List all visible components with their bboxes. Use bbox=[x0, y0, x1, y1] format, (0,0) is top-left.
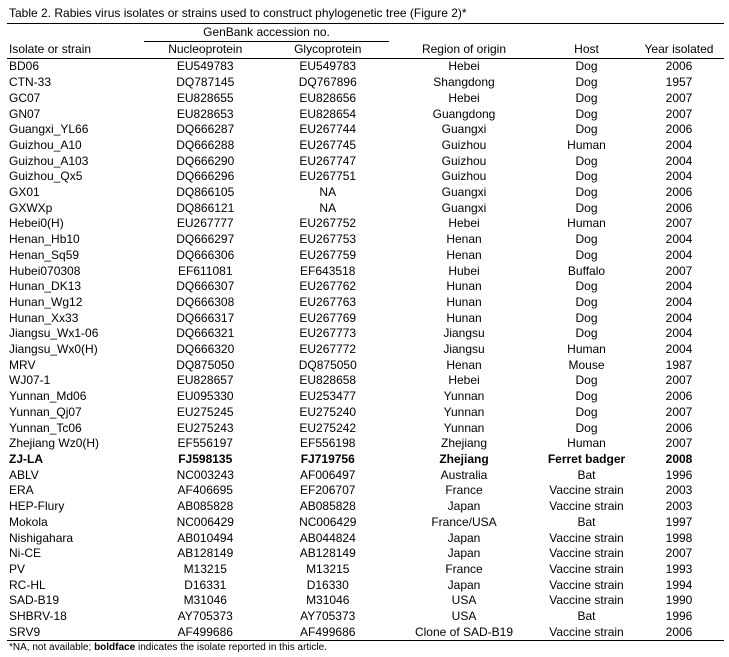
cell-host: Dog bbox=[575, 153, 598, 168]
footnote-bold-word: boldface bbox=[94, 642, 136, 654]
table-row bbox=[7, 483, 724, 499]
cell-nucleoprotein: DQ666296 bbox=[176, 169, 235, 184]
cell-year: 2006 bbox=[665, 624, 693, 639]
cell-region: Jiangsu bbox=[443, 342, 485, 357]
cell-region: Zhejiang bbox=[440, 436, 488, 451]
cell-nucleoprotein: DQ875050 bbox=[176, 357, 235, 372]
cell-region: Hunan bbox=[446, 310, 482, 325]
cell-year: 1957 bbox=[665, 75, 693, 90]
cell-isolate: MRV bbox=[9, 357, 36, 372]
cell-host: Mouse bbox=[568, 357, 605, 372]
cell-host: Dog bbox=[575, 279, 598, 294]
group-header-row bbox=[7, 24, 724, 42]
cell-host: Bat bbox=[577, 514, 596, 529]
cell-year: 1987 bbox=[665, 357, 693, 372]
cell-region: Guizhou bbox=[441, 169, 487, 184]
cell-region: Japan bbox=[447, 530, 481, 545]
table-row bbox=[7, 562, 724, 578]
table-row bbox=[7, 531, 724, 547]
cell-isolate: Guizhou_Qx5 bbox=[9, 169, 83, 184]
cell-year: 2004 bbox=[665, 232, 693, 247]
cell-glycoprotein: EU267753 bbox=[299, 232, 357, 247]
footnote-text-end: indicates the isolate reported in this article. bbox=[135, 642, 327, 654]
column-header-glycoprotein: Glycoprotein bbox=[294, 41, 362, 56]
cell-host: Dog bbox=[575, 90, 598, 105]
table-row bbox=[7, 593, 724, 609]
genbank-group-label: GenBank accession no. bbox=[144, 25, 389, 42]
cell-nucleoprotein: AB010494 bbox=[177, 530, 234, 545]
cell-nucleoprotein: EF556197 bbox=[177, 436, 233, 451]
table-footnote bbox=[7, 641, 724, 654]
cell-year: 2004 bbox=[665, 279, 693, 294]
cell-isolate: Jiangsu_Wx0(H) bbox=[9, 342, 98, 357]
cell-nucleoprotein: DQ666290 bbox=[176, 153, 235, 168]
cell-region: Guangdong bbox=[432, 106, 496, 121]
table-row bbox=[7, 389, 724, 405]
cell-nucleoprotein: M13215 bbox=[183, 561, 227, 576]
cell-isolate: Henan_Hb10 bbox=[9, 232, 80, 247]
cell-isolate: HEP-Flury bbox=[9, 499, 65, 514]
cell-isolate: Nishigahara bbox=[9, 530, 74, 545]
cell-isolate: SAD-B19 bbox=[9, 593, 60, 608]
cell-nucleoprotein: DQ666297 bbox=[176, 232, 235, 247]
cell-glycoprotein: EU267773 bbox=[299, 326, 357, 341]
cell-region: Japan bbox=[447, 546, 481, 561]
cell-glycoprotein: AB128149 bbox=[299, 546, 356, 561]
cell-host: Bat bbox=[577, 467, 596, 482]
table-row bbox=[7, 421, 724, 437]
cell-region: Japan bbox=[447, 499, 481, 514]
table-row bbox=[7, 232, 724, 248]
cell-nucleoprotein: M31046 bbox=[183, 593, 227, 608]
cell-glycoprotein: DQ875050 bbox=[298, 357, 357, 372]
table-row bbox=[7, 405, 724, 421]
cell-host: Vaccine strain bbox=[549, 546, 624, 561]
cell-glycoprotein: EU267747 bbox=[299, 153, 357, 168]
cell-region: USA bbox=[451, 609, 477, 624]
cell-region: USA bbox=[451, 593, 477, 608]
cell-nucleoprotein: NC006429 bbox=[176, 514, 234, 529]
cell-host: Dog bbox=[575, 169, 598, 184]
cell-glycoprotein: EU267759 bbox=[299, 247, 357, 262]
cell-host: Vaccine strain bbox=[549, 530, 624, 545]
cell-year: 2006 bbox=[665, 185, 693, 200]
cell-region: Hebei bbox=[448, 373, 480, 388]
cell-region: Hebei bbox=[448, 59, 480, 74]
cell-glycoprotein: M13215 bbox=[306, 561, 350, 576]
cell-year: 1990 bbox=[665, 593, 693, 608]
cell-year: 2008 bbox=[665, 451, 693, 466]
footnote-text-start: *NA, not available; bbox=[9, 642, 95, 654]
table-row bbox=[7, 342, 724, 358]
cell-region: Hubei bbox=[448, 263, 480, 278]
cell-isolate: Guizhou_A10 bbox=[9, 137, 82, 152]
table-caption: Table 2. Rabies virus isolates or strains used to construct phylogenetic tree (Figure 2)* bbox=[7, 0, 724, 24]
cell-nucleoprotein: DQ666308 bbox=[176, 294, 235, 309]
cell-year: 2004 bbox=[665, 153, 693, 168]
table-row bbox=[7, 499, 724, 515]
table-row bbox=[7, 515, 724, 531]
cell-glycoprotein: AB085828 bbox=[299, 499, 356, 514]
cell-isolate: CTN-33 bbox=[9, 75, 52, 90]
cell-isolate: Yunnan_Tc06 bbox=[9, 420, 82, 435]
table-container bbox=[7, 0, 724, 654]
table-row bbox=[7, 326, 724, 342]
cell-host: Ferret badger bbox=[547, 451, 626, 466]
table-row bbox=[7, 468, 724, 484]
cell-isolate: Zhejiang Wz0(H) bbox=[9, 436, 100, 451]
cell-nucleoprotein: EU275245 bbox=[176, 404, 234, 419]
cell-isolate: SHBRV-18 bbox=[9, 609, 67, 624]
cell-isolate: Mokola bbox=[9, 514, 48, 529]
cell-isolate: Henan_Sq59 bbox=[9, 247, 80, 262]
cell-year: 1996 bbox=[665, 609, 693, 624]
cell-glycoprotein: EU267744 bbox=[299, 122, 357, 137]
cell-region: Jiangsu bbox=[443, 326, 485, 341]
table-row bbox=[7, 609, 724, 625]
cell-isolate: ABLV bbox=[9, 467, 39, 482]
cell-nucleoprotein: DQ666287 bbox=[176, 122, 235, 137]
cell-region: Japan bbox=[447, 577, 481, 592]
cell-host: Dog bbox=[575, 232, 598, 247]
cell-year: 2007 bbox=[665, 216, 693, 231]
table-row bbox=[7, 311, 724, 327]
cell-glycoprotein: AY705373 bbox=[300, 609, 356, 624]
cell-host: Dog bbox=[575, 247, 598, 262]
cell-year: 2007 bbox=[665, 546, 693, 561]
cell-glycoprotein: EU275240 bbox=[299, 404, 357, 419]
cell-nucleoprotein: NC003243 bbox=[176, 467, 234, 482]
isolates-table bbox=[7, 24, 724, 641]
column-header-year: Year isolated bbox=[644, 41, 714, 56]
table-row bbox=[7, 625, 724, 641]
table-body bbox=[7, 59, 724, 641]
cell-year: 2003 bbox=[665, 483, 693, 498]
table-row bbox=[7, 279, 724, 295]
cell-glycoprotein: EU828656 bbox=[299, 90, 357, 105]
cell-glycoprotein: EU549783 bbox=[299, 59, 357, 74]
cell-glycoprotein: EU828654 bbox=[299, 106, 357, 121]
cell-host: Human bbox=[567, 342, 606, 357]
table-row bbox=[7, 91, 724, 107]
cell-isolate: BD06 bbox=[9, 59, 40, 74]
cell-nucleoprotein: EU275243 bbox=[176, 420, 234, 435]
cell-year: 2007 bbox=[665, 90, 693, 105]
cell-year: 2007 bbox=[665, 263, 693, 278]
table-row bbox=[7, 154, 724, 170]
cell-isolate: GN07 bbox=[9, 106, 41, 121]
cell-glycoprotein: EF643518 bbox=[300, 263, 356, 278]
cell-host: Dog bbox=[575, 420, 598, 435]
table-row bbox=[7, 107, 724, 123]
cell-isolate: SRV9 bbox=[9, 624, 41, 639]
cell-glycoprotein: EF206707 bbox=[300, 483, 356, 498]
cell-host: Human bbox=[567, 216, 606, 231]
cell-region: Yunnan bbox=[443, 389, 485, 404]
cell-glycoprotein: EU267751 bbox=[299, 169, 357, 184]
cell-region: Zhejiang bbox=[439, 451, 489, 466]
cell-region: Henan bbox=[446, 357, 482, 372]
cell-year: 2006 bbox=[665, 59, 693, 74]
cell-isolate: Hunan_Wg12 bbox=[9, 294, 83, 309]
cell-isolate: Hunan_Xx33 bbox=[9, 310, 79, 325]
table-row bbox=[7, 578, 724, 594]
cell-host: Vaccine strain bbox=[549, 561, 624, 576]
cell-region: Hebei bbox=[448, 90, 480, 105]
column-header-host: Host bbox=[574, 41, 599, 56]
column-header-nucleoprotein: Nucleoprotein bbox=[168, 41, 243, 56]
cell-nucleoprotein: AB085828 bbox=[177, 499, 234, 514]
cell-host: Dog bbox=[575, 200, 598, 215]
cell-glycoprotein: AB044824 bbox=[299, 530, 356, 545]
table-row bbox=[7, 216, 724, 232]
column-header-isolate: Isolate or strain bbox=[9, 41, 92, 56]
cell-region: Australia bbox=[440, 467, 488, 482]
cell-isolate: GXWXp bbox=[9, 200, 53, 215]
cell-isolate: Yunnan_Qj07 bbox=[9, 404, 82, 419]
table-row bbox=[7, 264, 724, 280]
cell-year: 2007 bbox=[665, 404, 693, 419]
cell-host: Human bbox=[567, 436, 606, 451]
cell-glycoprotein: AF006497 bbox=[300, 467, 356, 482]
table-row bbox=[7, 358, 724, 374]
cell-year: 2004 bbox=[665, 326, 693, 341]
cell-glycoprotein: EU828658 bbox=[299, 373, 357, 388]
table-row bbox=[7, 373, 724, 389]
cell-region: France/USA bbox=[431, 514, 497, 529]
cell-region: Hunan bbox=[446, 279, 482, 294]
cell-host: Dog bbox=[575, 122, 598, 137]
table-row bbox=[7, 59, 724, 75]
cell-year: 1994 bbox=[665, 577, 693, 592]
table-row bbox=[7, 169, 724, 185]
cell-nucleoprotein: D16331 bbox=[184, 577, 227, 592]
table-row bbox=[7, 185, 724, 201]
cell-isolate: Yunnan_Md06 bbox=[9, 389, 87, 404]
table-row bbox=[7, 75, 724, 91]
cell-glycoprotein: DQ767896 bbox=[298, 75, 357, 90]
cell-region: Henan bbox=[446, 232, 482, 247]
cell-host: Vaccine strain bbox=[549, 624, 624, 639]
cell-region: Hunan bbox=[446, 294, 482, 309]
cell-isolate: PV bbox=[9, 561, 26, 576]
cell-nucleoprotein: DQ666317 bbox=[176, 310, 235, 325]
cell-host: Vaccine strain bbox=[549, 577, 624, 592]
cell-year: 2003 bbox=[665, 499, 693, 514]
cell-nucleoprotein: EU828653 bbox=[176, 106, 234, 121]
cell-year: 2006 bbox=[665, 122, 693, 137]
cell-year: 2006 bbox=[665, 389, 693, 404]
cell-glycoprotein: NA bbox=[319, 185, 337, 200]
table-row bbox=[7, 452, 724, 468]
table-row bbox=[7, 201, 724, 217]
cell-isolate: GX01 bbox=[9, 185, 40, 200]
cell-host: Dog bbox=[575, 404, 598, 419]
cell-isolate: Hunan_DK13 bbox=[9, 279, 82, 294]
cell-nucleoprotein: EU267777 bbox=[176, 216, 234, 231]
cell-region: Clone of SAD-B19 bbox=[414, 624, 514, 639]
cell-region: Shangdong bbox=[433, 75, 495, 90]
cell-glycoprotein: M31046 bbox=[306, 593, 350, 608]
table-row bbox=[7, 122, 724, 138]
cell-glycoprotein: EU275242 bbox=[299, 420, 357, 435]
cell-region: Yunnan bbox=[443, 404, 485, 419]
cell-host: Dog bbox=[575, 326, 598, 341]
cell-region: Guangxi bbox=[441, 122, 487, 137]
cell-nucleoprotein: DQ666320 bbox=[176, 342, 235, 357]
cell-glycoprotein: EU267772 bbox=[299, 342, 357, 357]
cell-year: 1996 bbox=[665, 467, 693, 482]
cell-year: 1993 bbox=[665, 561, 693, 576]
cell-host: Human bbox=[567, 137, 606, 152]
cell-glycoprotein: FJ719756 bbox=[300, 451, 355, 466]
cell-isolate: Guangxi_YL66 bbox=[9, 122, 89, 137]
cell-glycoprotein: AF499686 bbox=[300, 624, 356, 639]
cell-region: Henan bbox=[446, 247, 482, 262]
cell-glycoprotein: EU267762 bbox=[299, 279, 357, 294]
cell-year: 2004 bbox=[665, 137, 693, 152]
table-row bbox=[7, 248, 724, 264]
cell-nucleoprotein: DQ866121 bbox=[176, 200, 235, 215]
cell-host: Vaccine strain bbox=[549, 593, 624, 608]
cell-nucleoprotein: AY705373 bbox=[177, 609, 233, 624]
cell-host: Dog bbox=[575, 185, 598, 200]
cell-nucleoprotein: DQ666321 bbox=[176, 326, 235, 341]
cell-year: 1997 bbox=[665, 514, 693, 529]
cell-isolate: Ni-CE bbox=[9, 546, 41, 561]
cell-nucleoprotein: EU828657 bbox=[176, 373, 234, 388]
cell-nucleoprotein: AF406695 bbox=[177, 483, 233, 498]
cell-year: 2004 bbox=[665, 310, 693, 325]
column-header-region: Region of origin bbox=[421, 41, 507, 56]
cell-region: Hebei bbox=[448, 216, 480, 231]
cell-nucleoprotein: AF499686 bbox=[177, 624, 233, 639]
cell-nucleoprotein: EF611081 bbox=[178, 263, 233, 278]
cell-host: Dog bbox=[575, 75, 598, 90]
cell-year: 2007 bbox=[665, 436, 693, 451]
cell-nucleoprotein: DQ787145 bbox=[176, 75, 235, 90]
cell-year: 2004 bbox=[665, 342, 693, 357]
cell-year: 2006 bbox=[665, 200, 693, 215]
cell-year: 2007 bbox=[665, 106, 693, 121]
cell-host: Dog bbox=[575, 294, 598, 309]
cell-region: France bbox=[445, 483, 483, 498]
column-header-row bbox=[7, 42, 724, 59]
cell-glycoprotein: EU267752 bbox=[299, 216, 357, 231]
cell-isolate: Hubei070308 bbox=[9, 263, 81, 278]
cell-glycoprotein: EF556198 bbox=[300, 436, 356, 451]
cell-isolate: ERA bbox=[9, 483, 34, 498]
table-row bbox=[7, 546, 724, 562]
cell-isolate: Guizhou_A103 bbox=[9, 153, 89, 168]
table-row bbox=[7, 295, 724, 311]
cell-host: Dog bbox=[575, 389, 598, 404]
cell-host: Bat bbox=[577, 609, 596, 624]
cell-isolate: Jiangsu_Wx1-06 bbox=[9, 326, 99, 341]
cell-host: Dog bbox=[575, 373, 598, 388]
cell-isolate: GC07 bbox=[9, 90, 41, 105]
cell-year: 2006 bbox=[665, 420, 693, 435]
cell-year: 2004 bbox=[665, 169, 693, 184]
cell-isolate: WJ07-1 bbox=[9, 373, 51, 388]
cell-year: 2004 bbox=[665, 247, 693, 262]
genbank-group-header bbox=[144, 24, 389, 42]
cell-region: Guizhou bbox=[441, 137, 487, 152]
cell-nucleoprotein: FJ598135 bbox=[178, 451, 233, 466]
cell-host: Vaccine strain bbox=[549, 483, 624, 498]
cell-nucleoprotein: EU828655 bbox=[176, 90, 234, 105]
cell-host: Dog bbox=[575, 310, 598, 325]
cell-nucleoprotein: AB128149 bbox=[177, 546, 234, 561]
cell-isolate: RC-HL bbox=[9, 577, 46, 592]
cell-year: 2007 bbox=[665, 373, 693, 388]
cell-isolate: ZJ-LA bbox=[9, 451, 43, 466]
cell-nucleoprotein: DQ666288 bbox=[176, 137, 235, 152]
cell-glycoprotein: EU267745 bbox=[299, 137, 357, 152]
table-row bbox=[7, 436, 724, 452]
table-row bbox=[7, 138, 724, 154]
cell-year: 1998 bbox=[665, 530, 693, 545]
cell-glycoprotein: NA bbox=[319, 200, 337, 215]
cell-host: Buffalo bbox=[567, 263, 606, 278]
cell-glycoprotein: EU253477 bbox=[299, 389, 357, 404]
cell-host: Dog bbox=[575, 59, 598, 74]
cell-region: Guangxi bbox=[441, 185, 487, 200]
cell-region: Guangxi bbox=[441, 200, 487, 215]
cell-nucleoprotein: DQ666306 bbox=[176, 247, 235, 262]
cell-nucleoprotein: EU549783 bbox=[176, 59, 234, 74]
cell-host: Vaccine strain bbox=[549, 499, 624, 514]
cell-year: 2004 bbox=[665, 294, 693, 309]
cell-glycoprotein: EU267769 bbox=[299, 310, 357, 325]
cell-isolate: Hebei0(H) bbox=[9, 216, 64, 231]
cell-nucleoprotein: DQ666307 bbox=[176, 279, 235, 294]
cell-glycoprotein: EU267763 bbox=[299, 294, 357, 309]
cell-host: Dog bbox=[575, 106, 598, 121]
cell-nucleoprotein: DQ866105 bbox=[176, 185, 235, 200]
cell-nucleoprotein: EU095330 bbox=[176, 389, 234, 404]
cell-glycoprotein: NC006429 bbox=[299, 514, 357, 529]
cell-glycoprotein: D16330 bbox=[306, 577, 349, 592]
cell-region: Yunnan bbox=[443, 420, 485, 435]
cell-region: France bbox=[445, 561, 483, 576]
cell-region: Guizhou bbox=[441, 153, 487, 168]
